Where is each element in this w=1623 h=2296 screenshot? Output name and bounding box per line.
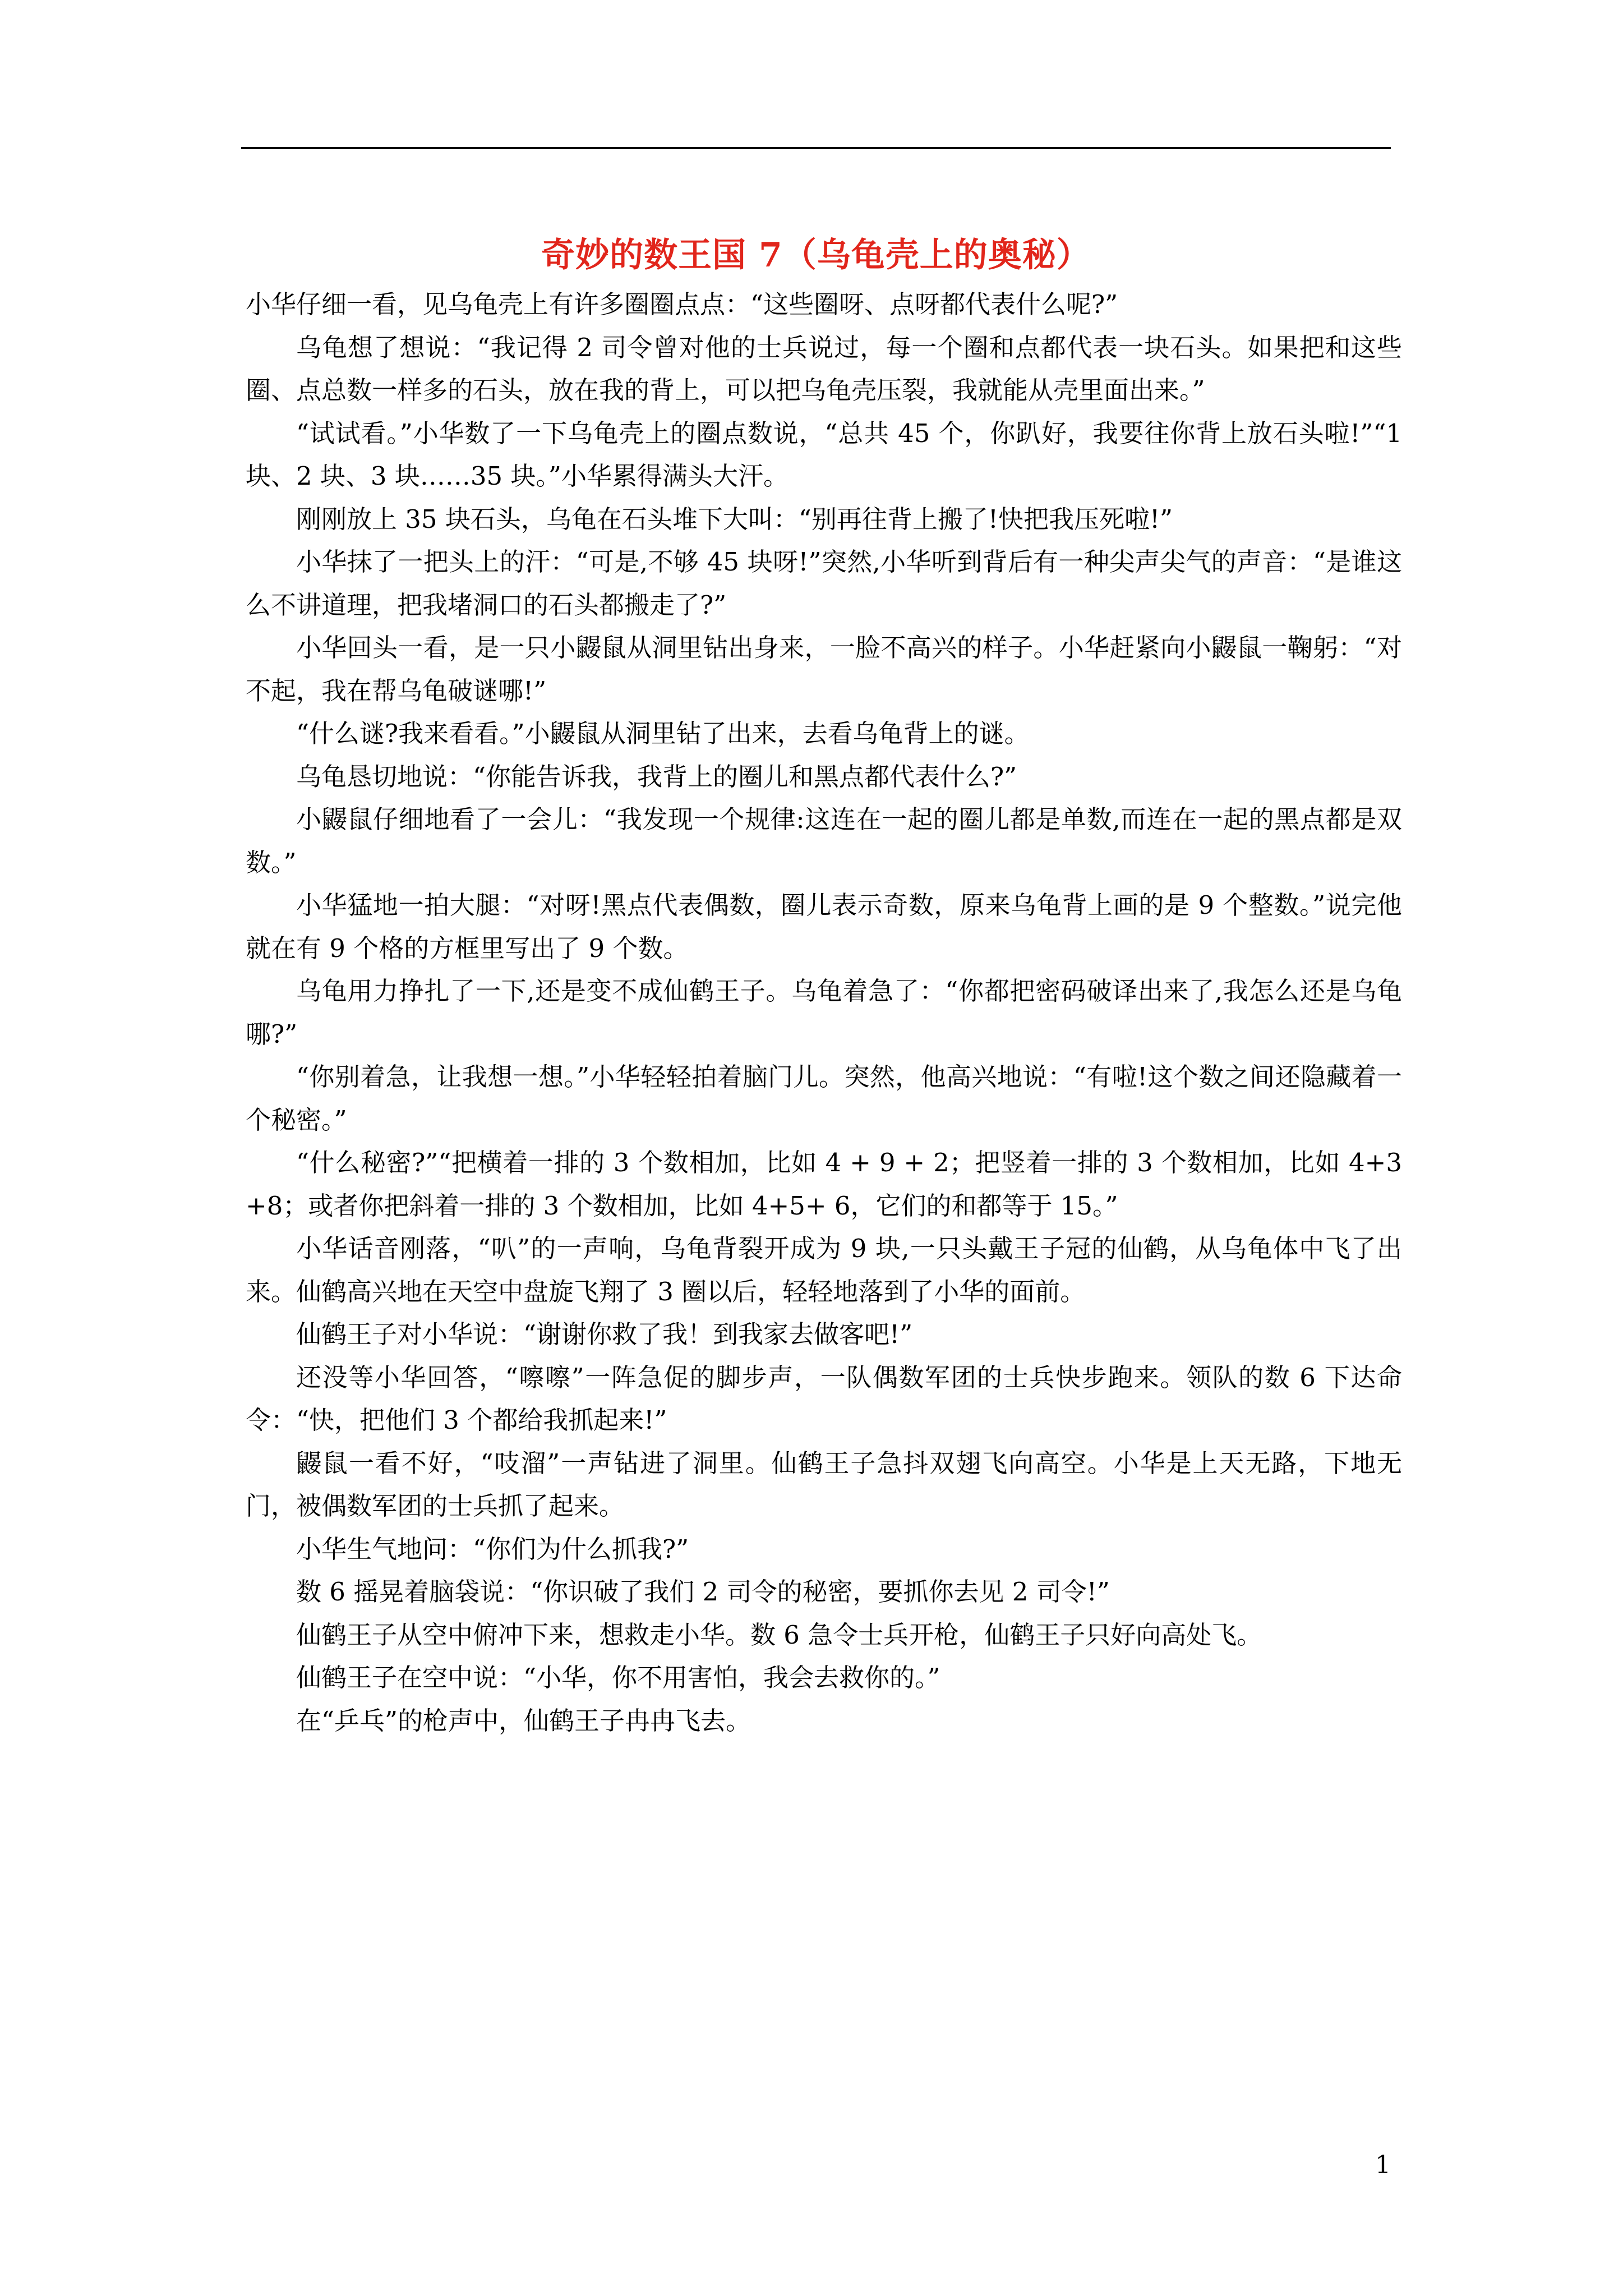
paragraph: 小鼹鼠仔细地看了一会儿：“我发现一个规律:这连在一起的圈儿都是单数,而连在一起的黑点都是双数。”	[246, 804, 1402, 877]
document-title: 奇妙的数王国 7（乌龟壳上的奥秘）	[541, 236, 1091, 275]
paragraph: 刚刚放上 35 块石头，乌龟在石头堆下大叫：“别再往背上搬了!快把我压死啦!”	[296, 504, 1173, 534]
paragraph: “什么秘密?”“把横着一排的 3 个数相加，比如 4 + 9 + 2；把竖着一排的 3 个数相加，比如 4+3 +8；或者你把斜着一排的 3 个数相加，比如 4+5+ 6，它们的和都等于 15。”	[246, 1148, 1402, 1221]
paragraph: 乌龟想了想说：“我记得 2 司令曾对他的士兵说过，每一个圈和点都代表一块石头。如果把和这些圈、点总数一样多的石头，放在我的背上，可以把乌龟壳压裂，我就能从壳里面出来。”	[246, 332, 1402, 405]
paragraph: 数 6 摇晃着脑袋说：“你识破了我们 2 司令的秘密，要抓你去见 2 司令!”	[296, 1577, 1110, 1607]
paragraph: 小华仔细一看，见乌龟壳上有许多圈圈点点：“这些圈呀、点呀都代表什么呢?”	[246, 289, 1118, 319]
document-body	[246, 283, 1402, 1742]
paragraph: 小华猛地一拍大腿：“对呀!黑点代表偶数，圈儿表示奇数，原来乌龟背上画的是 9 个整数。”说完他就在有 9 个格的方框里写出了 9 个数。	[246, 890, 1402, 963]
paragraph: “你别着急，让我想一想。”小华轻轻拍着脑门儿。突然，他高兴地说：“有啦!这个数之间还隐藏着一个秘密。”	[246, 1062, 1402, 1135]
paragraph: 仙鹤王子在空中说：“小华，你不用害怕，我会去救你的。”	[296, 1663, 940, 1692]
paragraph: “试试看。”小华数了一下乌龟壳上的圈点数说，“总共 45 个，你趴好，我要往你背上放石头啦!”“1 块、2 块、3 块……35 块。”小华累得满头大汗。	[246, 418, 1402, 491]
paragraph: 还没等小华回答，“嚓嚓”一阵急促的脚步声，一队偶数军团的士兵快步跑来。领队的数 6 下达命令：“快，把他们 3 个都给我抓起来!”	[246, 1362, 1402, 1435]
paragraph: 小华回头一看，是一只小鼹鼠从洞里钻出身来，一脸不高兴的样子。小华赶紧向小鼹鼠一鞠躬：“对不起，我在帮乌龟破谜哪!”	[246, 633, 1402, 706]
paragraph: 乌龟用力挣扎了一下,还是变不成仙鹤王子。乌龟着急了：“你都把密码破译出来了,我怎么还是乌龟哪?”	[246, 976, 1402, 1049]
paragraph: 小华话音刚落，“叭”的一声响，乌龟背裂开成为 9 块,一只头戴王子冠的仙鹤，从乌龟体中飞了出来。仙鹤高兴地在天空中盘旋飞翔了 3 圈以后，轻轻地落到了小华的面前。	[246, 1234, 1402, 1306]
paragraph: 在“乒乓”的枪声中，仙鹤王子冉冉飞去。	[296, 1705, 751, 1736]
paragraph: “什么谜?我来看看。”小鼹鼠从洞里钻了出来，去看乌龟背上的谜。	[296, 719, 1030, 748]
paragraph: 鼹鼠一看不好，“吱溜”一声钻进了洞里。仙鹤王子急抖双翅飞向高空。小华是上天无路，下地无门，被偶数军团的士兵抓了起来。	[246, 1448, 1402, 1521]
paragraph: 仙鹤王子对小华说：“谢谢你救了我！到我家去做客吧!”	[296, 1319, 913, 1349]
header-rule	[241, 147, 1391, 149]
paragraph: 小华生气地问：“你们为什么抓我?”	[296, 1534, 689, 1564]
paragraph: 乌龟恳切地说：“你能告诉我，我背上的圈儿和黑点都代表什么?”	[296, 761, 1017, 792]
paragraph: 小华抹了一把头上的汗：“可是,不够 45 块呀!”突然,小华听到背后有一种尖声尖气的声音：“是谁这么不讲道理，把我堵洞口的石头都搬走了?”	[246, 547, 1402, 620]
paragraph: 仙鹤王子从空中俯冲下来，想救走小华。数 6 急令士兵开枪，仙鹤王子只好向高处飞。	[296, 1619, 1262, 1650]
page-number: 1	[1375, 2151, 1391, 2179]
